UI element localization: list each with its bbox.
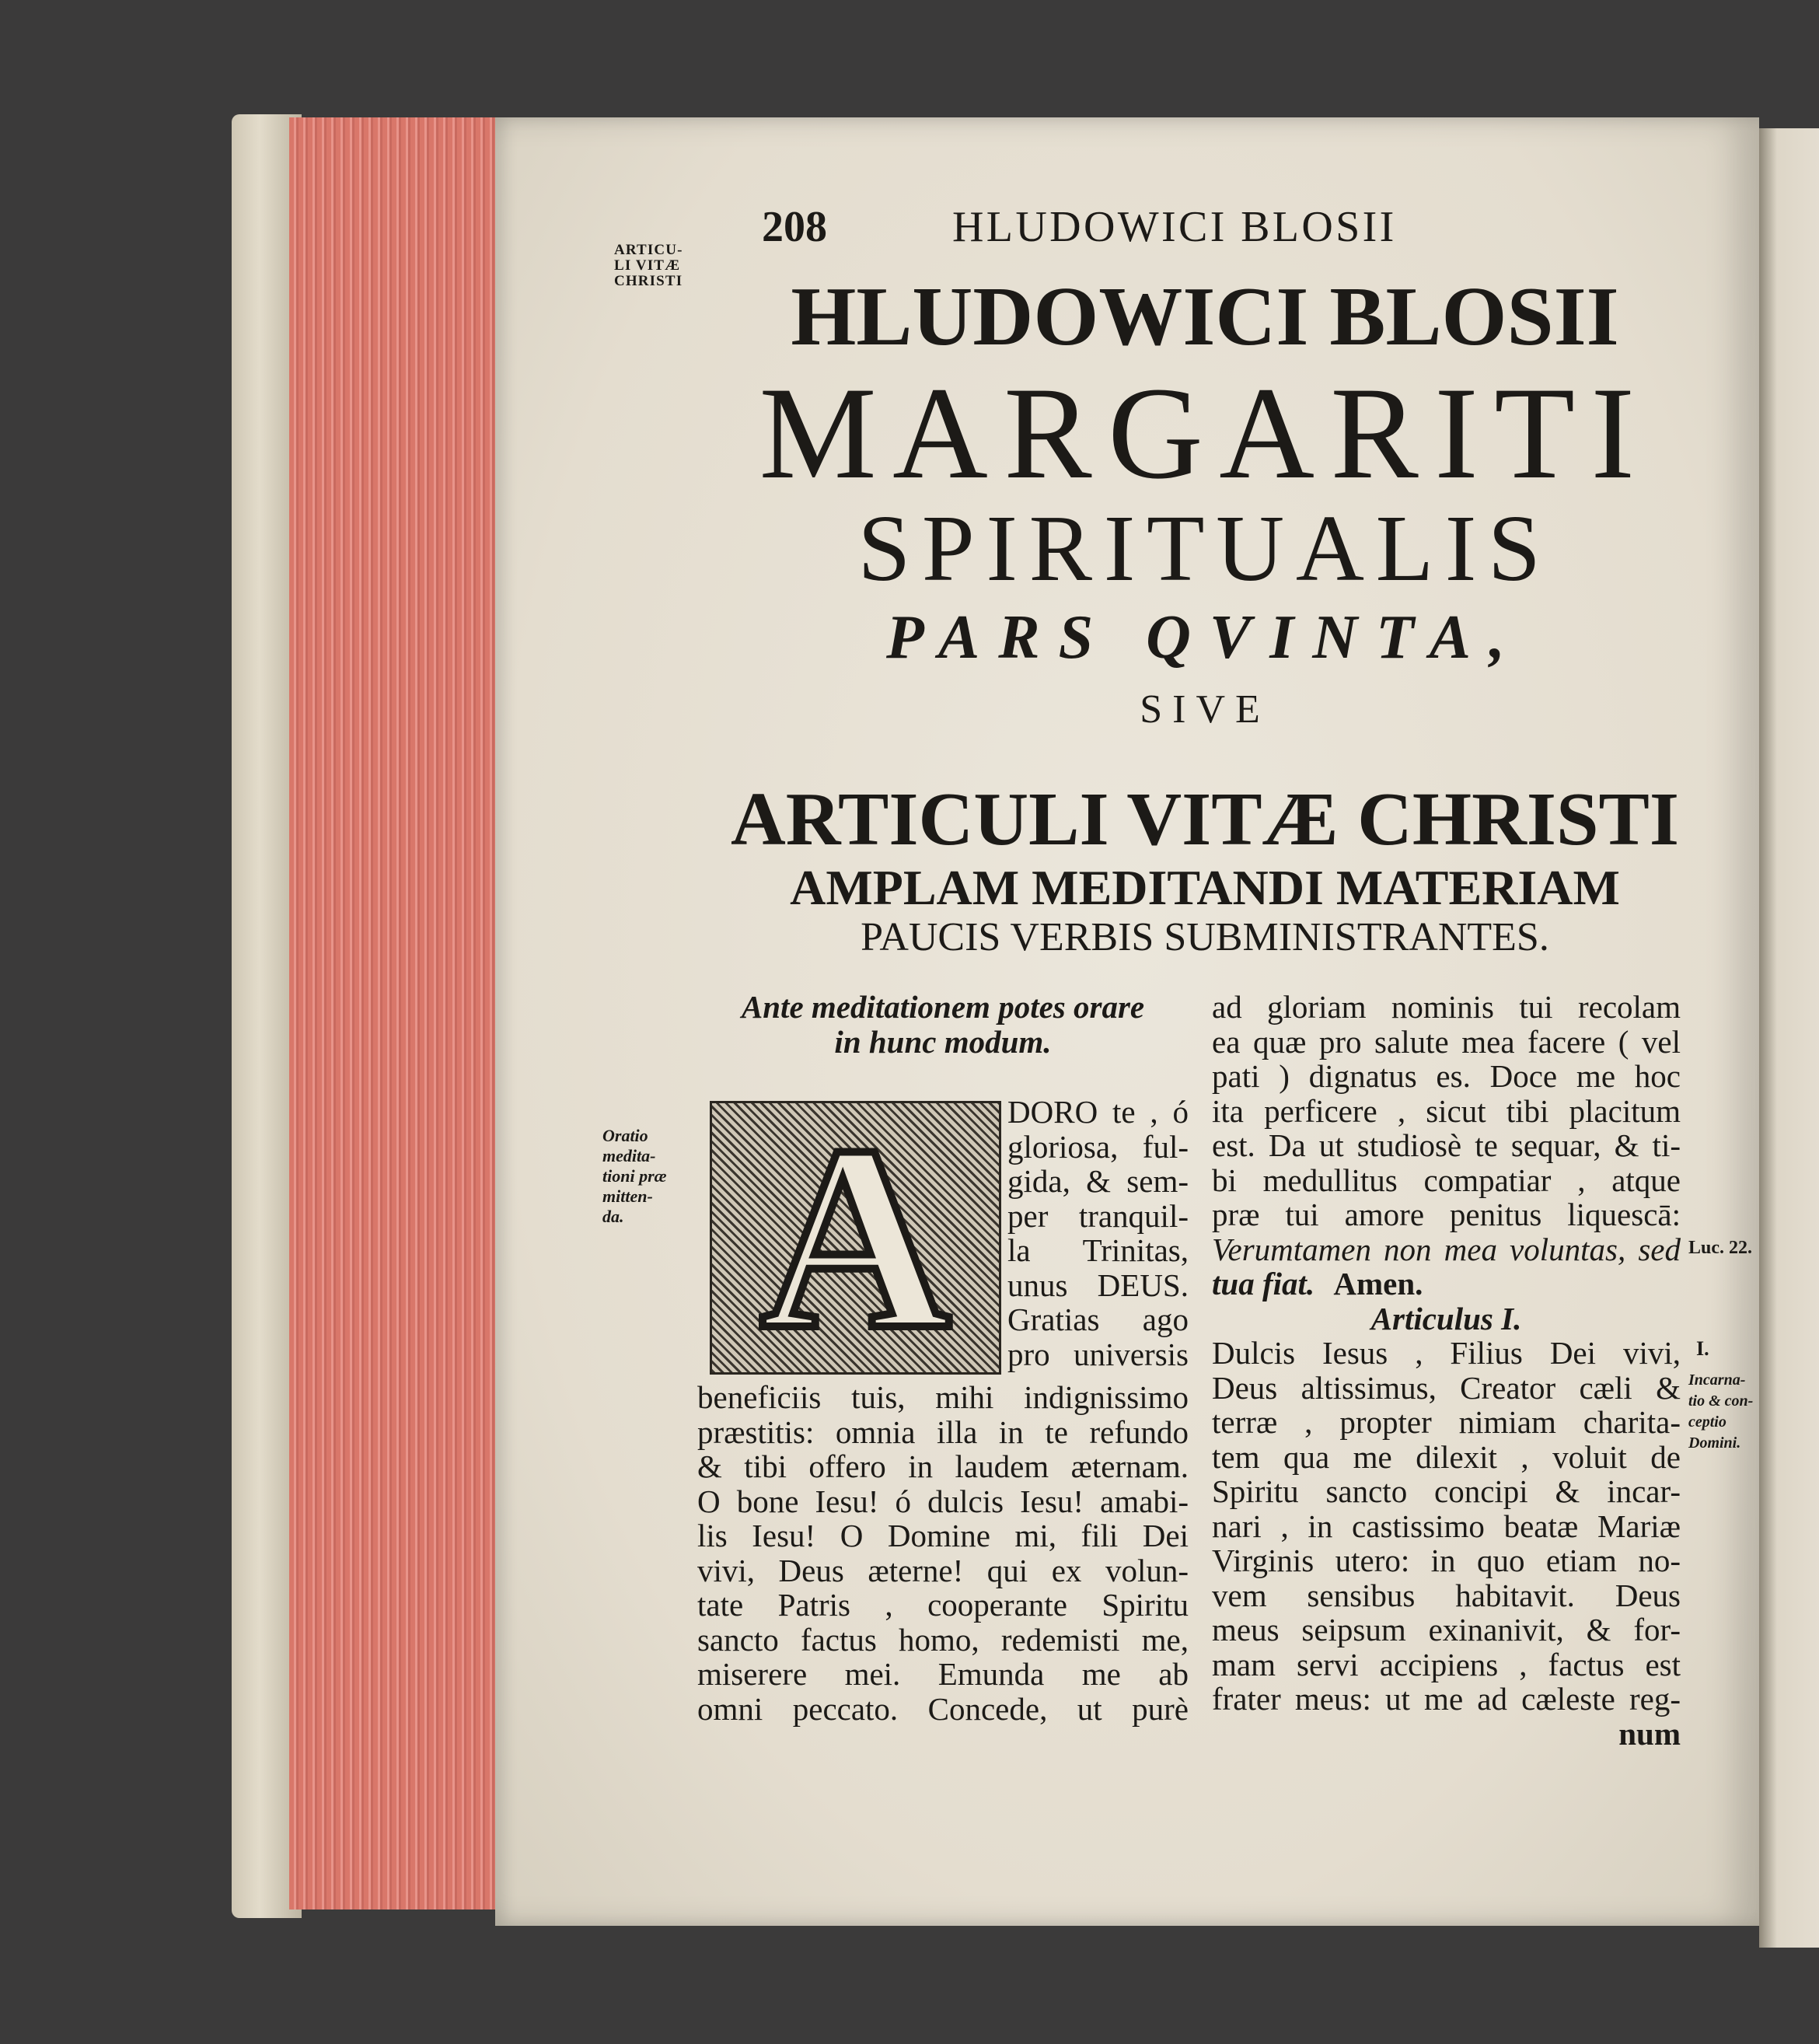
title-sive: SIVE bbox=[1140, 687, 1270, 732]
text-line: unus DEUS. bbox=[1007, 1267, 1189, 1303]
text-line: vivi, Deus æterne! qui ex volun- bbox=[697, 1552, 1189, 1588]
italic-text: tua fiat. bbox=[1212, 1266, 1315, 1302]
margin-line: Incarna- bbox=[1688, 1371, 1746, 1389]
margin-line: ceptio bbox=[1688, 1413, 1726, 1431]
left-column-body bbox=[697, 1380, 1189, 1726]
text-line: ad gloriam nominis tui recolam bbox=[1212, 989, 1681, 1025]
running-head bbox=[746, 204, 1679, 253]
margin-line: tio & con- bbox=[1688, 1392, 1754, 1410]
text-line: beneficiis tuis, mihi indignissimo bbox=[697, 1379, 1189, 1415]
text-line: præ tui amore penitus liquescā: bbox=[1212, 1197, 1681, 1232]
text-line: miserere mei. Emunda me ab bbox=[697, 1656, 1189, 1692]
margin-line: Domini. bbox=[1688, 1434, 1741, 1452]
text-line: tate Patris , cooperante Spiritu bbox=[697, 1587, 1189, 1623]
margin-note-oratio bbox=[602, 1126, 688, 1227]
title-spiritualis: SPIRITUALIS bbox=[857, 496, 1552, 601]
title-author: HLUDOWICI BLOSII bbox=[791, 271, 1619, 363]
text-line: & tibi offero in laudem æternam. bbox=[697, 1448, 1189, 1484]
text-line: bi medullitus compatiar , atque bbox=[1212, 1162, 1681, 1198]
text-line bbox=[1212, 1267, 1681, 1302]
amen-text: Amen. bbox=[1333, 1266, 1423, 1302]
text-line: lis Iesu! O Domine mi, fili Dei bbox=[697, 1518, 1189, 1553]
text-line: omni peccato. Concede, ut purè bbox=[697, 1690, 1189, 1727]
title-paucis: PAUCIS VERBIS SUBMINISTRANTES. bbox=[861, 915, 1549, 959]
initial-letter: A bbox=[759, 1103, 951, 1372]
left-column-heading bbox=[697, 990, 1189, 1059]
text-line: gida, & sem- bbox=[1007, 1163, 1189, 1199]
margin-line: ARTICU- bbox=[614, 242, 683, 258]
text-line: Spiritu sancto concipi & incar- bbox=[1212, 1473, 1681, 1509]
beside-cap-text bbox=[1007, 1095, 1189, 1371]
margin-note-top bbox=[614, 243, 683, 289]
text-line: frater meus: ut me ad cæleste reg- bbox=[1212, 1681, 1681, 1717]
text-line: tem qua me dilexit , voluit de bbox=[1212, 1438, 1681, 1475]
margin-line: LI VITÆ bbox=[614, 257, 681, 274]
text-line: vem sensibus habitavit. Deus bbox=[1212, 1577, 1681, 1613]
title-articuli: ARTICULI VITÆ CHRISTI bbox=[730, 777, 1680, 861]
decorated-initial bbox=[710, 1101, 1001, 1375]
facing-page-edge bbox=[1759, 128, 1819, 1948]
heading-line: Ante meditationem potes orare bbox=[741, 989, 1145, 1025]
running-title: HLUDOWICI BLOSII bbox=[952, 203, 1397, 251]
text-line: meus seipsum exinanivit, & for- bbox=[1212, 1612, 1681, 1647]
margin-line: mitten- bbox=[602, 1186, 653, 1206]
text-line: ita perficere , sicut tibi placitum bbox=[1212, 1092, 1681, 1129]
italic-line: Verumtamen non mea voluntas, sed bbox=[1212, 1231, 1681, 1267]
text-line: Dulcis Iesus , Filius Dei vivi, bbox=[1212, 1335, 1681, 1371]
margin-line: tioni præ bbox=[602, 1166, 667, 1186]
margin-line: medita- bbox=[602, 1146, 656, 1165]
text-line: est. Da ut studiosè te sequar, & ti- bbox=[1212, 1127, 1681, 1163]
text-line: ea quæ pro salute mea facere ( vel bbox=[1212, 1023, 1681, 1060]
text-line: Deus altissimus, Creator cæli & bbox=[1212, 1369, 1681, 1406]
margin-line: da. bbox=[602, 1207, 624, 1226]
text-line: sancto factus homo, redemisti me, bbox=[697, 1621, 1189, 1658]
page-number: 208 bbox=[762, 203, 827, 251]
right-column bbox=[1212, 990, 1681, 1751]
margin-note-article-number: I. bbox=[1696, 1337, 1709, 1360]
text-line: Virginis utero: in quo etiam no- bbox=[1212, 1543, 1681, 1578]
text-line: DORO te , ó bbox=[1007, 1094, 1189, 1130]
text-line: terræ , propter nimiam charita- bbox=[1212, 1404, 1681, 1440]
text-line: pati ) dignatus es. Doce me hoc bbox=[1212, 1058, 1681, 1094]
text-line: la Trinitas, bbox=[1007, 1232, 1189, 1268]
text-line: pro universis bbox=[1007, 1336, 1189, 1372]
red-page-edges bbox=[289, 117, 498, 1909]
section-heading: Articulus I. bbox=[1370, 1300, 1522, 1336]
text-line: O bone Iesu! ó dulcis Iesu! amabi- bbox=[697, 1483, 1189, 1519]
heading-line: in hunc modum. bbox=[834, 1023, 1052, 1060]
margin-line: Oratio bbox=[602, 1126, 648, 1145]
text-line: mam servi accipiens , factus est bbox=[1212, 1646, 1681, 1682]
margin-note-luc: Luc. 22. bbox=[1688, 1238, 1753, 1258]
margin-line: CHRISTI bbox=[614, 273, 683, 289]
text-line: nari , in castissimo beatæ Mariæ bbox=[1212, 1508, 1681, 1544]
title-pars-quinta: PARS QVINTA, bbox=[886, 603, 1524, 672]
text-line: præstitis: omnia illa in te refundo bbox=[697, 1413, 1189, 1450]
text-line: per tranquil- bbox=[1007, 1197, 1189, 1234]
text-line: gloriosa, ful- bbox=[1007, 1128, 1189, 1165]
title-margariti: MARGARITI bbox=[759, 360, 1651, 506]
title-amplam: AMPLAM MEDITANDI MATERIAM bbox=[790, 860, 1620, 915]
text-line: Gratias ago bbox=[1007, 1302, 1189, 1337]
margin-note-incarnatio bbox=[1688, 1370, 1753, 1454]
catchword: num bbox=[1618, 1715, 1681, 1752]
